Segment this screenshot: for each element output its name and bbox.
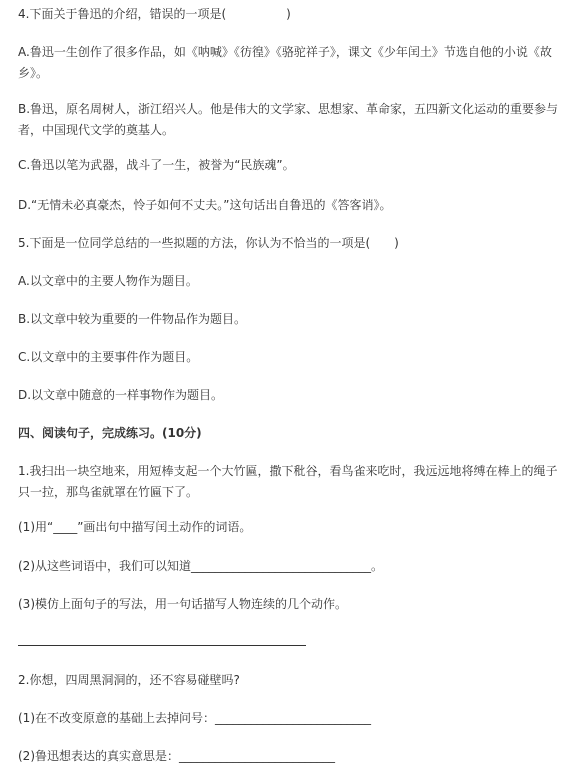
passage-1-task-3: (3)模仿上面句子的写法，用一句话描写人物连续的几个动作。 [18, 597, 348, 611]
q4-option-b: B.鲁迅，原名周树人，浙江绍兴人。他是伟大的文学家、思想家、革命家，五四新文化运动的重要参与者，中国现代文学的奠基人。 [18, 102, 559, 137]
passage-2-task-1: (1)在不改变原意的基础上去掉问号：__________________________ [18, 711, 371, 725]
section-heading: 四、阅读句子，完成练习。(10分) [18, 426, 202, 440]
passage-2-task-2: (2)鲁迅想表达的真实意思是：__________________________ [18, 749, 335, 763]
q4-option-a: A.鲁迅一生创作了很多作品，如《呐喊》《彷徨》《骆驼祥子》，课文《少年闰土》节选自他的小说《故乡》。 [18, 45, 552, 80]
q4-option-d: D.“无情未必真豪杰，怜子如何不丈夫。”这句话出自鲁迅的《答客诮》。 [18, 198, 392, 212]
q5-option-d: D.以文章中随意的一样事物作为题目。 [18, 388, 224, 402]
q4-stem: 4.下面关于鲁迅的介绍，错误的一项是( ) [18, 7, 291, 21]
passage-2-sentence: 2.你想，四周黑洞洞的，还不容易碰壁吗? [18, 673, 240, 687]
passage-1-task-2: (2)从这些词语中，我们可以知道______________________________。 [18, 559, 383, 573]
q5-option-b: B.以文章中较为重要的一件物品作为题目。 [18, 312, 247, 326]
answer-line [18, 645, 306, 646]
q4-option-c: C.鲁迅以笔为武器，战斗了一生，被誉为“民族魂”。 [18, 158, 295, 172]
q5-option-c: C.以文章中的主要事件作为题目。 [18, 350, 199, 364]
q5-stem: 5.下面是一位同学总结的一些拟题的方法，你认为不恰当的一项是( ) [18, 236, 399, 250]
passage-1-sentence: 1.我扫出一块空地来，用短棒支起一个大竹匾，撒下秕谷，看鸟雀来吃时，我远远地将缚在棒上的绳子只一拉，那鸟雀就罩在竹匾下了。 [18, 464, 558, 499]
passage-1-task-1: (1)用“____”画出句中描写闰土动作的词语。 [18, 520, 252, 534]
q5-option-a: A.以文章中的主要人物作为题目。 [18, 274, 198, 288]
